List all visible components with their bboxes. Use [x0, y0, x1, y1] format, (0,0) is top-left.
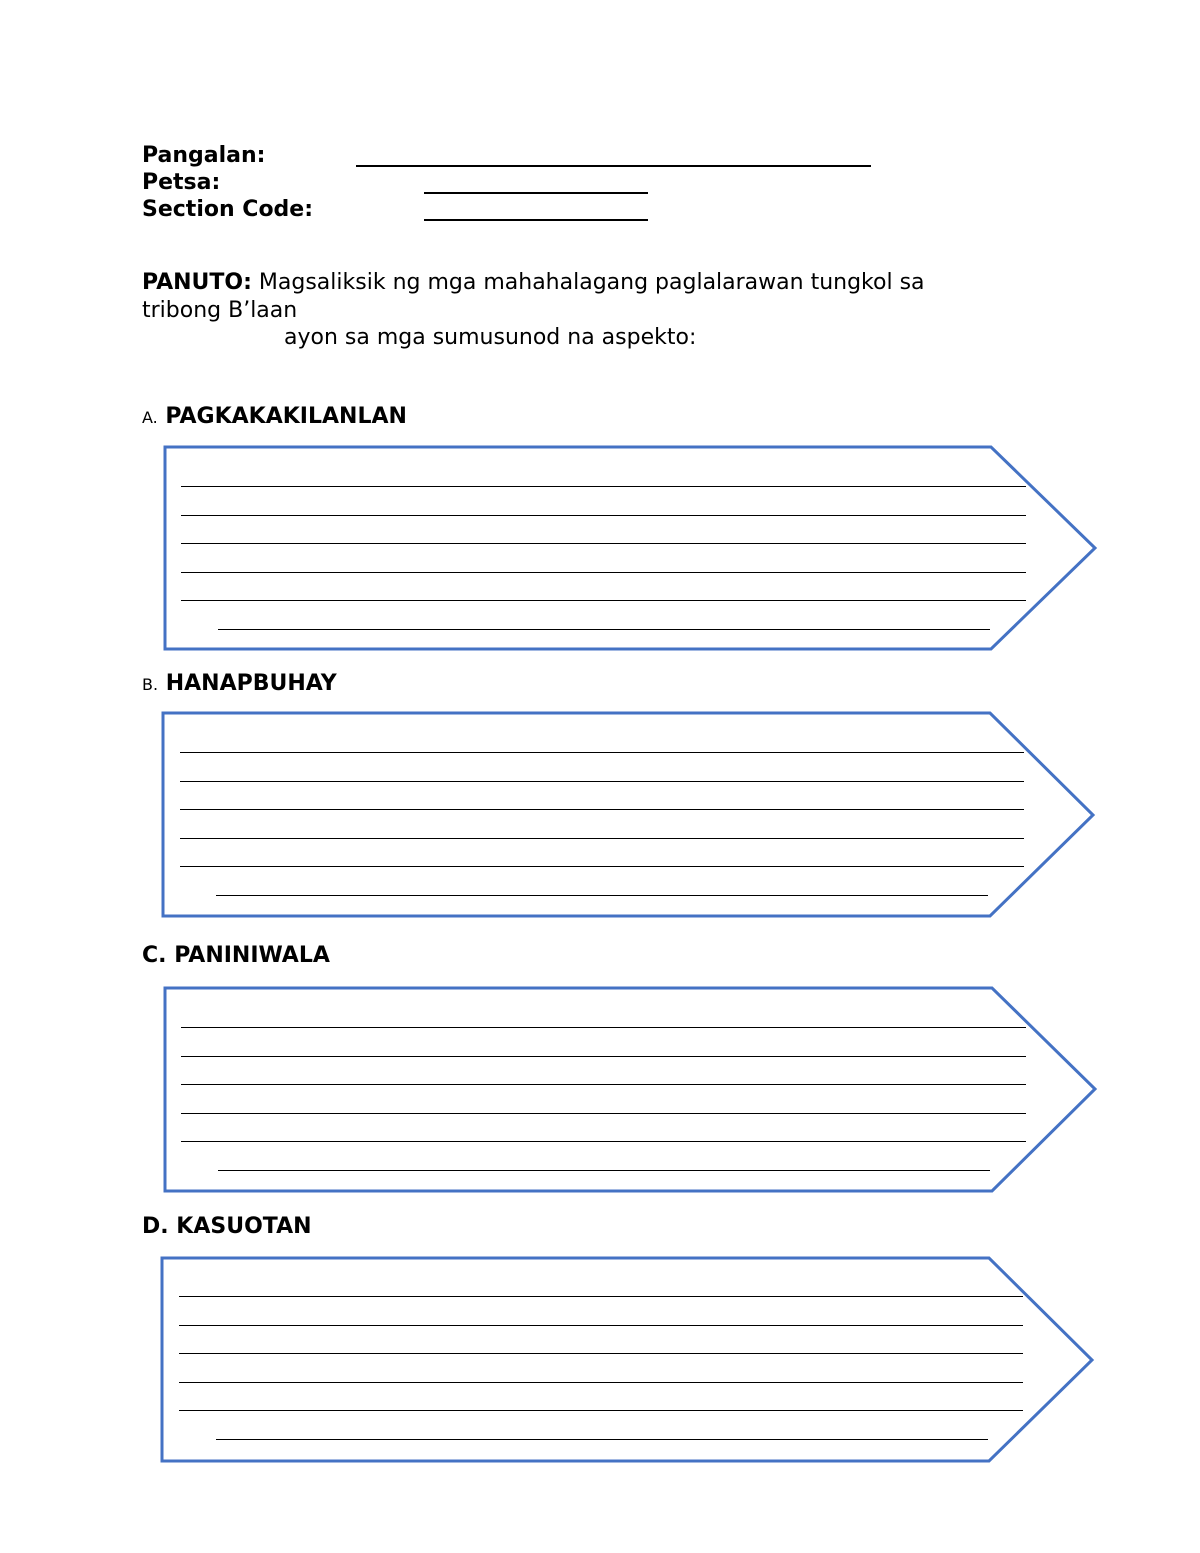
section-c-answer-line[interactable]	[181, 1141, 1026, 1142]
section-a-answer-line[interactable]	[181, 515, 1026, 516]
section-c-name: PANINIWALA	[174, 943, 330, 968]
section-c-arrow-box	[165, 988, 1095, 1191]
section-code-label: Section Code:	[142, 197, 314, 222]
section-c-answer-line[interactable]	[218, 1170, 990, 1171]
section-d-answer-line[interactable]	[179, 1382, 1023, 1383]
section-c-answer-line[interactable]	[181, 1113, 1026, 1114]
section-c-answer-line[interactable]	[181, 1084, 1026, 1085]
section-d-answer-line[interactable]	[179, 1325, 1023, 1326]
section-a-answer-line[interactable]	[181, 600, 1026, 601]
section-c-answer-line[interactable]	[181, 1027, 1026, 1028]
name-label: Pangalan:	[142, 143, 266, 168]
section-a-answer-line[interactable]	[181, 486, 1026, 487]
section-d-answer-line[interactable]	[179, 1353, 1023, 1354]
section-b-answer-line[interactable]	[216, 895, 988, 896]
instructions-label: PANUTO:	[142, 270, 252, 295]
section-d-letter: D.	[142, 1214, 169, 1239]
section-d-answer-line[interactable]	[179, 1410, 1023, 1411]
date-label: Petsa:	[142, 170, 221, 195]
section-b-arrow-box	[163, 713, 1093, 916]
section-d-name: KASUOTAN	[176, 1214, 312, 1239]
section-b-answer-line[interactable]	[180, 838, 1024, 839]
section-b-name: HANAPBUHAY	[165, 671, 337, 696]
section-d-answer-line[interactable]	[216, 1439, 988, 1440]
section-b-answer-line[interactable]	[180, 866, 1024, 867]
section-d-arrow-box	[162, 1258, 1092, 1461]
section-b-answer-line[interactable]	[180, 752, 1024, 753]
section-a-letter: A.	[142, 408, 158, 427]
section-d-answer-line[interactable]	[179, 1296, 1023, 1297]
section-b-answer-line[interactable]	[180, 781, 1024, 782]
section-a-arrow-box	[165, 447, 1095, 649]
section-a-answer-line[interactable]	[181, 572, 1026, 573]
instructions-text-1: Magsaliksik ng mga mahahalagang paglalarawan tungkol sa	[258, 270, 925, 295]
section-a-answer-line[interactable]	[181, 543, 1026, 544]
section-b-answer-line[interactable]	[180, 809, 1024, 810]
section-a-name: PAGKAKAKILANLAN	[165, 404, 407, 429]
section-a-answer-line[interactable]	[218, 629, 990, 630]
section-c-letter: C.	[142, 943, 167, 968]
instructions-line-3: ayon sa mga sumusunod na aspekto:	[284, 325, 697, 350]
section-b-letter: B.	[142, 675, 159, 694]
section-c-answer-line[interactable]	[181, 1056, 1026, 1057]
instructions-line-2: tribong B’laan	[142, 298, 298, 323]
